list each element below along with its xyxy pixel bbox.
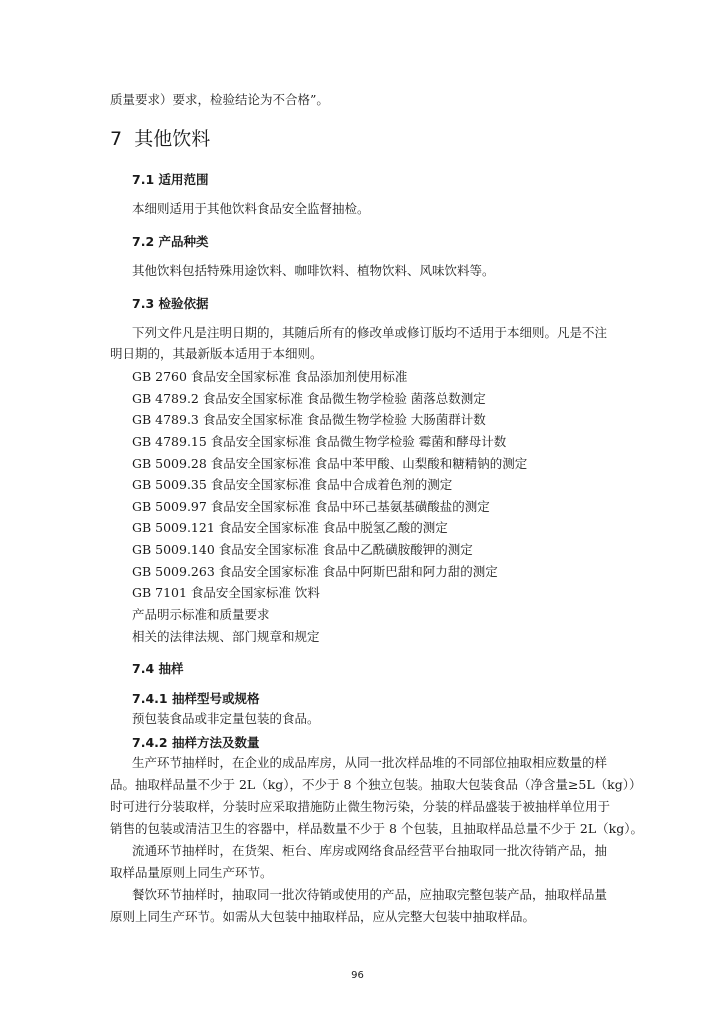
heading-7-3: 7.3 检验依据 xyxy=(132,296,209,311)
reference-item: GB 5009.97 食品安全国家标准 食品中环己基氨基磺酸盐的测定 xyxy=(132,499,490,514)
reference-item: GB 4789.2 食品安全国家标准 食品微生物学检验 菌落总数测定 xyxy=(132,391,486,406)
section-heading xyxy=(110,124,210,151)
reference-item: GB 4789.3 食品安全国家标准 食品微生物学检验 大肠菌群计数 xyxy=(132,412,486,427)
reference-item: GB 5009.28 食品安全国家标准 食品中苯甲酸、山梨酸和糖精钠的测定 xyxy=(132,456,528,471)
reference-item: GB 5009.35 食品安全国家标准 食品中合成着色剂的测定 xyxy=(132,477,453,492)
paragraph-line: 时可进行分装取样，分装时应采取措施防止微生物污染，分装的样品盛装于被抽样单位用于 xyxy=(110,799,611,814)
paragraph-7-3-line1: 下列文件凡是注明日期的，其随后所有的修改单或修订版均不适用于本细则。凡是不注 xyxy=(132,325,608,340)
reference-item: 相关的法律法规、部门规章和规定 xyxy=(132,629,320,644)
paragraph-line: 流通环节抽样时，在货架、柜台、库房或网络食品经营平台抽取同一批次待销产品，抽 xyxy=(132,843,608,858)
heading-7-4-1: 7.4.1 抽样型号或规格 xyxy=(132,691,260,706)
paragraph-line: 取样品量原则上同生产环节。 xyxy=(110,865,273,880)
reference-item: GB 4789.15 食品安全国家标准 食品微生物学检验 霉菌和酵母计数 xyxy=(132,434,507,449)
heading-7-2: 7.2 产品种类 xyxy=(132,234,209,249)
reference-item: GB 5009.121 食品安全国家标准 食品中脱氢乙酸的测定 xyxy=(132,520,448,535)
heading-7-4-2: 7.4.2 抽样方法及数量 xyxy=(132,735,260,750)
section-number: 7 xyxy=(110,128,123,150)
continuation-text: 质量要求）要求，检验结论为不合格”。 xyxy=(110,92,329,107)
paragraph-7-1: 本细则适用于其他饮料食品安全监督抽检。 xyxy=(132,201,370,216)
heading-7-1: 7.1 适用范围 xyxy=(132,172,209,187)
page-number: 96 xyxy=(351,970,364,981)
section-title: 其他饮料 xyxy=(134,128,211,150)
reference-item: GB 7101 食品安全国家标准 饮料 xyxy=(132,585,320,600)
paragraph-line: 原则上同生产环节。如需从大包装中抽取样品，应从完整大包装中抽取样品。 xyxy=(110,909,536,924)
paragraph-line: 生产环节抽样时，在企业的成品库房，从同一批次样品堆的不同部位抽取相应数量的样 xyxy=(132,755,608,770)
reference-item: GB 2760 食品安全国家标准 食品添加剂使用标准 xyxy=(132,369,408,384)
paragraph-line: 品。抽取样品量不少于 2L（kg），不少于 8 个独立包装。抽取大包装食品（净含量≥5L（kg）） xyxy=(110,777,642,792)
paragraph-line: 餐饮环节抽样时，抽取同一批次待销或使用的产品，应抽取完整包装产品，抽取样品量 xyxy=(132,887,608,902)
paragraph-7-3-line2: 明日期的，其最新版本适用于本细则。 xyxy=(110,346,323,361)
paragraph-7-2: 其他饮料包括特殊用途饮料、咖啡饮料、植物饮料、风味饮料等。 xyxy=(132,263,495,278)
reference-item: 产品明示标准和质量要求 xyxy=(132,607,270,622)
reference-item: GB 5009.140 食品安全国家标准 食品中乙酰磺胺酸钾的测定 xyxy=(132,542,473,557)
paragraph-7-4-1: 预包装食品或非定量包装的食品。 xyxy=(132,711,320,726)
paragraph-line: 销售的包装或清洁卫生的容器中，样品数量不少于 8 个包装，且抽取样品总量不少于 2L（kg）。 xyxy=(110,821,643,836)
reference-item: GB 5009.263 食品安全国家标准 食品中阿斯巴甜和阿力甜的测定 xyxy=(132,564,498,579)
heading-7-4: 7.4 抽样 xyxy=(132,661,184,676)
